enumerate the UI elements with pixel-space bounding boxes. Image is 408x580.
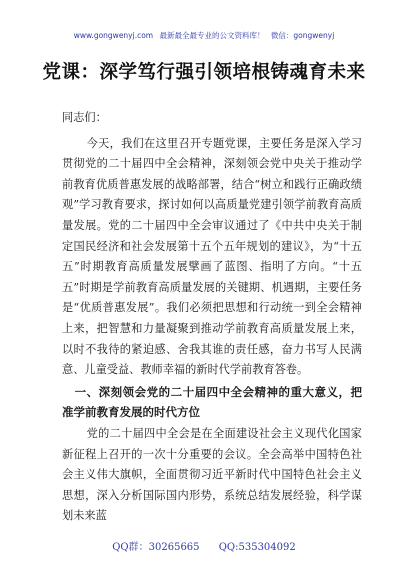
document-body — [62, 108, 362, 527]
header-wechat: 微信：gongwenyj — [270, 31, 335, 40]
section-heading: 一、深刻领会党的二十届四中全会精神的重大意义，把准学前教育发展的时代方位 — [62, 384, 362, 420]
section-paragraph: 党的二十届四中全会是在全面建设社会主义现代化国家新征程上召开的一次十分重要的会议。全会高举中国特色社会主义伟大旗帜，全面贯彻习近平新时代中国特色社会主义思想，深入分析国际国内形势，系统总结发展经验，科学谋划未来蓝 — [62, 426, 362, 523]
header-slogan: 最新最全最专业的公文资料库！ — [159, 31, 265, 40]
header-site-link[interactable]: www.gongwenyj.com — [73, 31, 154, 40]
intro-paragraph: 今天，我们在这里召开专题党课，主要任务是深入学习贯彻党的二十届四中全会精神，深刻领会党中央关于推动学前教育优质普惠发展的战略部署，结合“树立和践行正确政绩观”学习教育要求，探讨如何以高质量党建引领学前教育高质量发展。党的二十届四中全会审议通过了《中共中央关于制定国民经济和社会发展第十五个五年规划的建议》，为“十五五”时期教育高质量发展擘画了蓝图、指明了方向。“十五五”时期是学前教育高质量发展的关键期、机遇期，主要任务是“优质普惠发展”。我们必须把思想和行动统一到全会精神上来，把智慧和力量凝聚到推动学前教育高质量发展上来，以时不我待的紧迫感、舍我其谁的责任感，奋力书写人民满意、儿童受益、教师幸福的新时代学前教育答卷。 — [62, 136, 362, 377]
footer-qq-group: QQ群：30265665 — [112, 542, 200, 553]
document-title: 党课：深学笃行强引领培根铸魂育未来 — [42, 62, 366, 83]
page-footer — [0, 538, 408, 553]
footer-qq: QQ:535304092 — [218, 542, 296, 553]
page-header — [0, 30, 408, 41]
salutation: 同志们： — [62, 111, 107, 124]
